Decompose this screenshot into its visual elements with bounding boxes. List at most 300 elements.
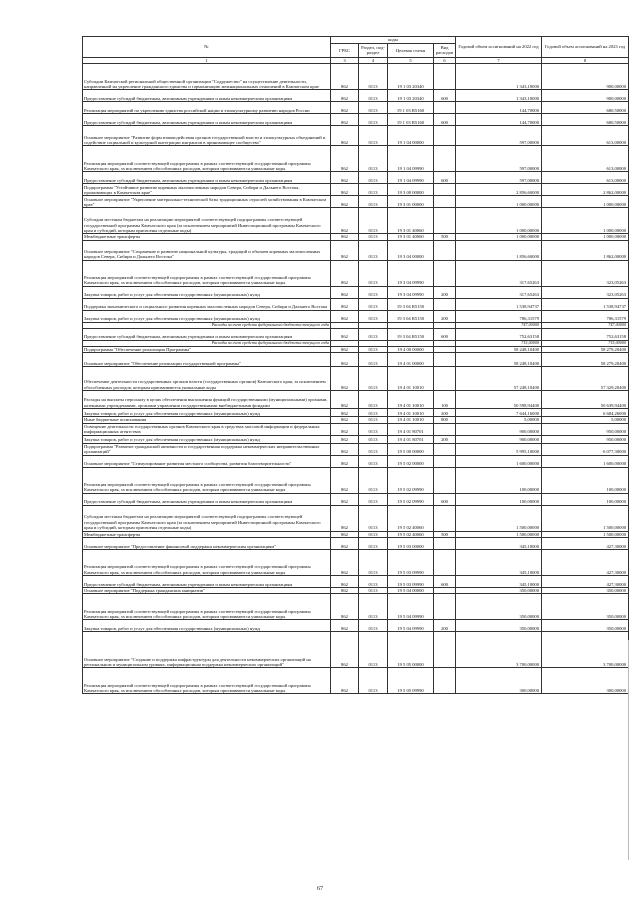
row-amount-2022: 300,00000 [456,668,542,694]
row-razdel: 0113 [359,493,388,505]
row-amount-2023: 950,00000 [542,435,629,443]
row-grbs: 862 [331,550,359,576]
header-razdel: Раздел, под-раздел [359,43,388,57]
row-target-article: 19 4 00 00000 [388,346,434,352]
table-row [83,172,629,184]
table-row [83,146,629,172]
row-description: Основное мероприятие "Стимулирование развития местного сообщества, развития благотворительности" [83,455,331,467]
header-vid: Вид расходов [434,43,456,57]
row-description: Межбюджетные трансферты [83,531,331,537]
row-amount-2022: 1 343,10000 [456,90,542,102]
row-razdel: 0113 [359,443,388,455]
table-row [83,126,629,146]
row-grbs: 862 [331,531,359,537]
row-grbs: 862 [331,391,359,409]
row-grbs: 862 [331,310,359,322]
row-amount-2022: 350,00000 [456,588,542,594]
row-description: Закупка товаров, работ и услуг для обеспечения государственных (муниципальных) нужд [83,620,331,632]
row-amount-2022: 3 700,00000 [456,632,542,668]
row-amount-2023: 2 862,00000 [542,184,629,196]
row-target-article: 19 3 01 00000 [388,196,434,208]
row-description: Предоставление субсидий бюджетным, автономным учреждениям и иным некоммерческим организациям [83,576,331,588]
col-number-3: 3 [331,58,359,64]
row-expense-type: 600 [434,90,456,102]
row-amount-2023: 58 279,20400 [542,353,629,367]
table-row [83,184,629,196]
margin-line [628,640,633,860]
table-row [83,668,629,694]
col-number-4: 4 [359,58,388,64]
row-target-article: 19 5 04 09990 [388,594,434,620]
row-grbs: 862 [331,505,359,531]
row-target-article: 19 4 01 10010 [388,409,434,417]
row-description: Основное мероприятие "Сохранение и развитие национальной культуры, традиций и обычаев коренных малочисленных народов Севера, Сибири и Дальнего Востока" [83,240,331,260]
row-amount-2023: 786,31579 [542,310,629,322]
table-row [83,240,629,260]
row-grbs: 862 [331,208,359,234]
row-description: Предоставление субсидий бюджетным, автономным учреждениям и иным некоммерческим организациям [83,493,331,505]
row-amount-2022: 144,70000 [456,102,542,114]
row-target-article: 19 3 01 40060 [388,234,434,240]
row-expense-type [434,102,456,114]
row-grbs: 862 [331,594,359,620]
row-expense-type [434,260,456,286]
row-grbs: 862 [331,146,359,172]
row-amount-2023: 950,00000 [542,423,629,435]
row-razdel: 0113 [359,391,388,409]
row-amount-2022: 597,00000 [456,146,542,172]
header-grbs: ГРБС [331,43,359,57]
row-razdel: 0113 [359,594,388,620]
row-description: Основное мероприятие "Создание и поддержка инфраструктуры для деятельности некоммерческих организаций на региональном и муниципальном уровнях, информационная поддержка некоммерческих организаций" [83,632,331,668]
row-target-article: 19 5 03 00000 [388,538,434,550]
row-target-article: 19 3 00 00000 [388,184,434,196]
row-grbs: 862 [331,196,359,208]
row-grbs: 862 [331,346,359,352]
row-razdel: 0113 [359,620,388,632]
row-amount-2022: 345,10000 [456,576,542,588]
table-row [83,102,629,114]
row-description: Расходы за счет средств федерального бюджета текущего года [83,340,331,346]
row-amount-2023: 1 862,00000 [542,240,629,260]
row-grbs: 862 [331,443,359,455]
row-amount-2022: 1 856,60000 [456,240,542,260]
row-grbs: 862 [331,234,359,240]
row-expense-type: 800 [434,417,456,423]
row-expense-type [434,594,456,620]
row-description: Предоставление субсидий бюджетным, автономным учреждениям и иным некоммерческим организациям [83,114,331,126]
row-razdel: 0113 [359,196,388,208]
row-grbs: 862 [331,126,359,146]
row-razdel: 0113 [359,146,388,172]
row-description: Освещение деятельности государственных органов Камчатского края в средствах массовой информации и федеральных информационных агентствах [83,423,331,435]
row-target-article: 19 5 03 09990 [388,576,434,588]
row-razdel: 0113 [359,632,388,668]
row-description: Реализация мероприятий по укреплению единства российской нации и этнокультурному развитию народов России [83,102,331,114]
row-razdel: 0113 [359,172,388,184]
table-row [83,286,629,298]
row-grbs: 862 [331,632,359,668]
row-amount-2023: 3 700,00000 [542,632,629,668]
row-expense-type: 200 [434,310,456,322]
row-target-article: 19 1 04 09990 [388,146,434,172]
row-amount-2023: 5,00000 [542,417,629,423]
row-target-article: 19 4 01 00000 [388,353,434,367]
row-amount-2023: 752,63158 [542,328,629,340]
table-row [83,391,629,409]
row-amount-2023: 1 500,00000 [542,505,629,531]
row-expense-type [434,443,456,455]
row-target-article: 19 4 01 10010 [388,367,434,391]
row-grbs: 862 [331,668,359,694]
row-amount-2023: 1 000,00000 [542,234,629,240]
header-2022: Годовой объем ассигнований на 2022 год [456,37,542,58]
row-grbs: 862 [331,367,359,391]
row-amount-2022: 345,10000 [456,550,542,576]
row-description: Предоставление субсидий бюджетным, автономным учреждениям и иным некоммерческим организациям [83,90,331,102]
table-row [83,196,629,208]
row-amount-2023: 350,00000 [542,594,629,620]
row-razdel: 0113 [359,328,388,340]
row-razdel: 0113 [359,435,388,443]
row-amount-2022: 345,10000 [456,538,542,550]
row-target-article: 19 4 01 80701 [388,435,434,443]
row-description: Основное мероприятие "Обеспечение реализации государственной программы" [83,353,331,367]
row-expense-type: 200 [434,286,456,298]
row-description: Основное мероприятие "Поддержка гражданских инициатив" [83,588,331,594]
row-amount-2022: 2 856,60000 [456,184,542,196]
table-row [83,328,629,340]
row-grbs: 862 [331,588,359,594]
budget-table-page [82,36,628,694]
row-amount-2022: 597,00000 [456,172,542,184]
table-row [83,594,629,620]
col-number-6: 6 [434,58,456,64]
row-razdel: 0113 [359,668,388,694]
row-grbs: 862 [331,353,359,367]
row-expense-type: 200 [434,620,456,632]
row-description: Реализация мероприятий соответствующей подпрограммы в рамках соответствующей государственной программы Камчатского края, за исключением обособленных расходов, которым присваиваются уникальные коды [83,146,331,172]
row-amount-2022: 5,00000 [456,417,542,423]
row-razdel: 0113 [359,126,388,146]
row-description: Расходы за счет средств федерального бюджета текущего года [83,322,331,328]
row-grbs: 862 [331,620,359,632]
row-razdel: 0113 [359,417,388,423]
row-razdel: 0113 [359,467,388,493]
table-row [83,64,629,90]
row-amount-2023: 58 279,20400 [542,346,629,352]
row-target-article: 19 3 04 09990 [388,286,434,298]
row-target-article: 19 5 02 40060 [388,531,434,537]
row-expense-type [434,196,456,208]
table-row [83,90,629,102]
row-razdel: 0113 [359,455,388,467]
row-target-article: 19 1 03 R5160 [388,102,434,114]
row-expense-type: 600 [434,493,456,505]
row-description: Иные бюджетные ассигнования [83,417,331,423]
row-target-article: 19 5 05 00000 [388,632,434,668]
table-row [83,443,629,455]
row-razdel: 0113 [359,114,388,126]
row-grbs: 862 [331,90,359,102]
table-row [83,620,629,632]
row-amount-2022: 350,00000 [456,620,542,632]
row-expense-type [434,538,456,550]
row-expense-type [434,505,456,531]
row-amount-2022: 1 000,00000 [456,196,542,208]
row-razdel: 0113 [359,367,388,391]
row-expense-type [434,184,456,196]
row-description: Основное мероприятие "Предоставление финансовой поддержки некоммерческим организациям" [83,538,331,550]
row-expense-type: 600 [434,576,456,588]
row-grbs: 862 [331,423,359,435]
row-target-article: 19 5 04 00000 [388,588,434,594]
row-amount-2023: 6 077,30000 [542,443,629,455]
row-expense-type: 600 [434,114,456,126]
budget-table-body [83,64,629,694]
table-row [83,409,629,417]
row-amount-2022: 1 600,00000 [456,455,542,467]
table-row [83,467,629,493]
row-razdel: 0113 [359,576,388,588]
row-description: Реализация мероприятий соответствующей подпрограммы в рамках соответствующей государственной программы Камчатского края, за исключением обособленных расходов, которым присваиваются уникальные коды [83,467,331,493]
table-row [83,298,629,310]
row-description: Субсидии местным бюджетам на реализацию мероприятий соответствующей подпрограммы соответствующей государственной программы Камчатского края (за исключением мероприятий Инвестиционной программы Камчатского края и субсидий, которым присвоены отдельные коды) [83,208,331,234]
table-row [83,505,629,531]
row-expense-type: 100 [434,391,456,409]
table-row [83,310,629,322]
row-amount-2023: 100,00000 [542,493,629,505]
row-target-article: 19 1 04 09990 [388,172,434,184]
row-description: Межбюджетные трансферты [83,234,331,240]
row-grbs: 862 [331,298,359,310]
row-expense-type [434,455,456,467]
row-amount-2023: 900,00000 [542,64,629,90]
row-razdel: 0113 [359,234,388,240]
row-grbs: 862 [331,286,359,298]
row-target-article: 19 3 04 R5150 [388,328,434,340]
row-amount-2023: 715,00000 [542,340,629,346]
row-amount-2022: 317,65263 [456,260,542,286]
row-razdel: 0113 [359,423,388,435]
row-amount-2022: 1 000,00000 [456,208,542,234]
row-razdel: 0113 [359,409,388,417]
table-row [83,260,629,286]
row-amount-2023: 100,00000 [542,467,629,493]
page-number: 67 [317,886,323,892]
row-expense-type [434,64,456,90]
table-row [83,208,629,234]
row-amount-2023: 323,05263 [542,260,629,286]
row-expense-type [434,146,456,172]
row-amount-2022: 58 248,10400 [456,346,542,352]
row-amount-2022: 786,31579 [456,310,542,322]
budget-table [82,36,629,694]
row-target-article: 19 5 00 00000 [388,443,434,455]
row-amount-2022: 1 500,00000 [456,505,542,531]
row-grbs: 862 [331,240,359,260]
row-target-article: 19 4 01 80701 [388,423,434,435]
row-amount-2022: 50 598,94400 [456,391,542,409]
row-description: Реализация мероприятий соответствующей подпрограммы в рамках соответствующей государственной программы Камчатского края, за исключением обособленных расходов, которым присваиваются уникальные коды [83,594,331,620]
row-amount-2023: 1 600,00000 [542,455,629,467]
col-number-7: 7 [456,58,542,64]
row-amount-2023: 57 329,20400 [542,367,629,391]
row-razdel: 0113 [359,505,388,531]
row-expense-type [434,632,456,668]
row-description: Подпрограмма "Развитие гражданской активности и государственная поддержка некоммерческих неправительственных организаций" [83,443,331,455]
row-target-article: 19 3 04 09990 [388,260,434,286]
row-expense-type [434,550,456,576]
row-amount-2023: 427,30000 [542,538,629,550]
row-expense-type [434,668,456,694]
row-target-article: 19 5 03 09990 [388,550,434,576]
row-expense-type [434,126,456,146]
header-kody: коды [331,37,456,44]
row-target-article: 19 1 03 R5160 [388,114,434,126]
row-expense-type [434,353,456,367]
row-description: Реализация мероприятий соответствующей подпрограммы в рамках соответствующей государственной программы Камчатского края, за исключением обособленных расходов, которым присваиваются уникальные коды [83,550,331,576]
table-row [83,114,629,126]
col-number-8: 8 [542,58,629,64]
row-amount-2023: 680,50000 [542,102,629,114]
row-razdel: 0113 [359,64,388,90]
row-description: Подпрограмма "Обеспечение реализации Программы" [83,346,331,352]
row-grbs: 862 [331,184,359,196]
row-razdel: 0113 [359,102,388,114]
header-cs: Целевая статья [388,43,434,57]
table-row [83,538,629,550]
row-description: Предоставление субсидий бюджетным, автономным учреждениям и иным некоммерческим организациям [83,172,331,184]
row-amount-2023: 427,30000 [542,550,629,576]
row-description: Расходы на выплаты персоналу в целях обеспечения выполнения функций государственными (муниципальными) органами, казенными учреждениями, органами управления государственными внебюджетными фондами [83,391,331,409]
row-target-article: 19 3 04 R5150 [388,298,434,310]
row-expense-type: 500 [434,234,456,240]
row-amount-2022: 1 000,00000 [456,234,542,240]
row-amount-2023: 1 538,94737 [542,298,629,310]
table-row [83,632,629,668]
row-expense-type [434,298,456,310]
row-amount-2023: 427,30000 [542,576,629,588]
row-amount-2022: 1 500,00000 [456,531,542,537]
row-amount-2022: 747,00000 [456,322,542,328]
header-num: № [83,37,331,58]
row-grbs: 862 [331,172,359,184]
row-amount-2023: 613,00000 [542,146,629,172]
row-amount-2022: 144,70000 [456,114,542,126]
row-target-article: 19 5 05 09990 [388,668,434,694]
row-razdel: 0113 [359,588,388,594]
row-amount-2022: 1 343,10000 [456,64,542,90]
row-expense-type: 600 [434,172,456,184]
row-grbs: 862 [331,114,359,126]
row-grbs: 862 [331,435,359,443]
row-grbs: 862 [331,260,359,286]
row-grbs: 862 [331,102,359,114]
header-row-top [83,37,629,44]
row-amount-2023: 613,00000 [542,126,629,146]
table-row [83,423,629,435]
row-amount-2022: 57 248,10400 [456,367,542,391]
header-2023: Годовой объем ассигнований на 2023 год [542,37,629,58]
row-description: Основное мероприятие "Укрепление материально-технической базы традиционных отраслей хозяйствования в Камчатском крае" [83,196,331,208]
row-amount-2023: 350,00000 [542,588,629,594]
row-razdel: 0113 [359,184,388,196]
row-expense-type: 200 [434,435,456,443]
row-amount-2022: 100,00000 [456,493,542,505]
row-grbs: 862 [331,493,359,505]
col-number-5: 5 [388,58,434,64]
row-amount-2022: 100,00000 [456,467,542,493]
row-razdel: 0113 [359,90,388,102]
row-amount-2023: 350,00000 [542,620,629,632]
row-razdel: 0113 [359,310,388,322]
row-razdel: 0113 [359,346,388,352]
row-description: Субсидии Камчатской региональной общественной организации "Содружество" на осуществление деятельности, направленной на укрепление гражданского единства и гармонизацию межнациональных отношений в Камчатском крае [83,64,331,90]
table-row [83,455,629,467]
row-target-article: 19 5 02 09990 [388,467,434,493]
col-number-1: 1 [83,58,331,64]
row-grbs: 862 [331,64,359,90]
row-amount-2022: 1 538,94737 [456,298,542,310]
row-grbs: 862 [331,409,359,417]
row-description: Закупка товаров, работ и услуг для обеспечения государственных (муниципальных) нужд [83,435,331,443]
row-grbs: 862 [331,538,359,550]
row-target-article: 19 5 02 09990 [388,493,434,505]
table-row [83,435,629,443]
row-amount-2022: 900,00000 [456,435,542,443]
row-amount-2023: 747,00000 [542,322,629,328]
row-description: Предоставление субсидий бюджетным, автономным учреждениям и иным некоммерческим организациям [83,328,331,340]
row-razdel: 0113 [359,298,388,310]
row-razdel: 0113 [359,208,388,234]
row-amount-2022: 752,63158 [456,328,542,340]
row-amount-2023: 1 000,00000 [542,196,629,208]
row-amount-2022: 900,00000 [456,423,542,435]
row-razdel: 0113 [359,286,388,298]
row-target-article: 19 5 02 00000 [388,455,434,467]
row-razdel: 0113 [359,550,388,576]
row-description: Основное мероприятие "Развитие форм взаимодействия органов государственной власти и этнокультурных объединений и содействие социальной и культурной интеграции мигрантов в принимающее сообщество" [83,126,331,146]
row-expense-type [434,208,456,234]
row-target-article: 19 1 03 20340 [388,64,434,90]
row-target-article: 19 3 01 40060 [388,208,434,234]
table-row [83,550,629,576]
row-amount-2023: 900,00000 [542,90,629,102]
row-description: Реализация мероприятий соответствующей подпрограммы в рамках соответствующей государственной программы Камчатского края, за исключением обособленных расходов, которым присваиваются уникальные коды [83,260,331,286]
row-amount-2022: 597,00000 [456,126,542,146]
table-row [83,576,629,588]
row-amount-2023: 323,05263 [542,286,629,298]
row-description: Закупка товаров, работ и услуг для обеспечения государственных (муниципальных) нужд [83,286,331,298]
row-amount-2023: 1 500,00000 [542,531,629,537]
row-expense-type [434,240,456,260]
row-amount-2022: 350,00000 [456,594,542,620]
row-target-article: 19 4 01 10010 [388,417,434,423]
row-grbs: 862 [331,576,359,588]
table-row [83,367,629,391]
row-amount-2023: 6 684,26000 [542,409,629,417]
row-grbs: 862 [331,417,359,423]
row-razdel: 0113 [359,531,388,537]
row-expense-type: 500 [434,531,456,537]
table-row [83,353,629,367]
row-description: Закупка товаров, работ и услуг для обеспечения государственных (муниципальных) нужд [83,310,331,322]
row-grbs: 862 [331,328,359,340]
row-description: Субсидии местным бюджетам на реализацию мероприятий соответствующей подпрограммы соответствующей государственной программы Камчатского края (за исключением мероприятий Инвестиционной программы Камчатского края и субсидий, которым присвоены отдельные коды) [83,505,331,531]
row-razdel: 0113 [359,240,388,260]
row-grbs: 862 [331,455,359,467]
